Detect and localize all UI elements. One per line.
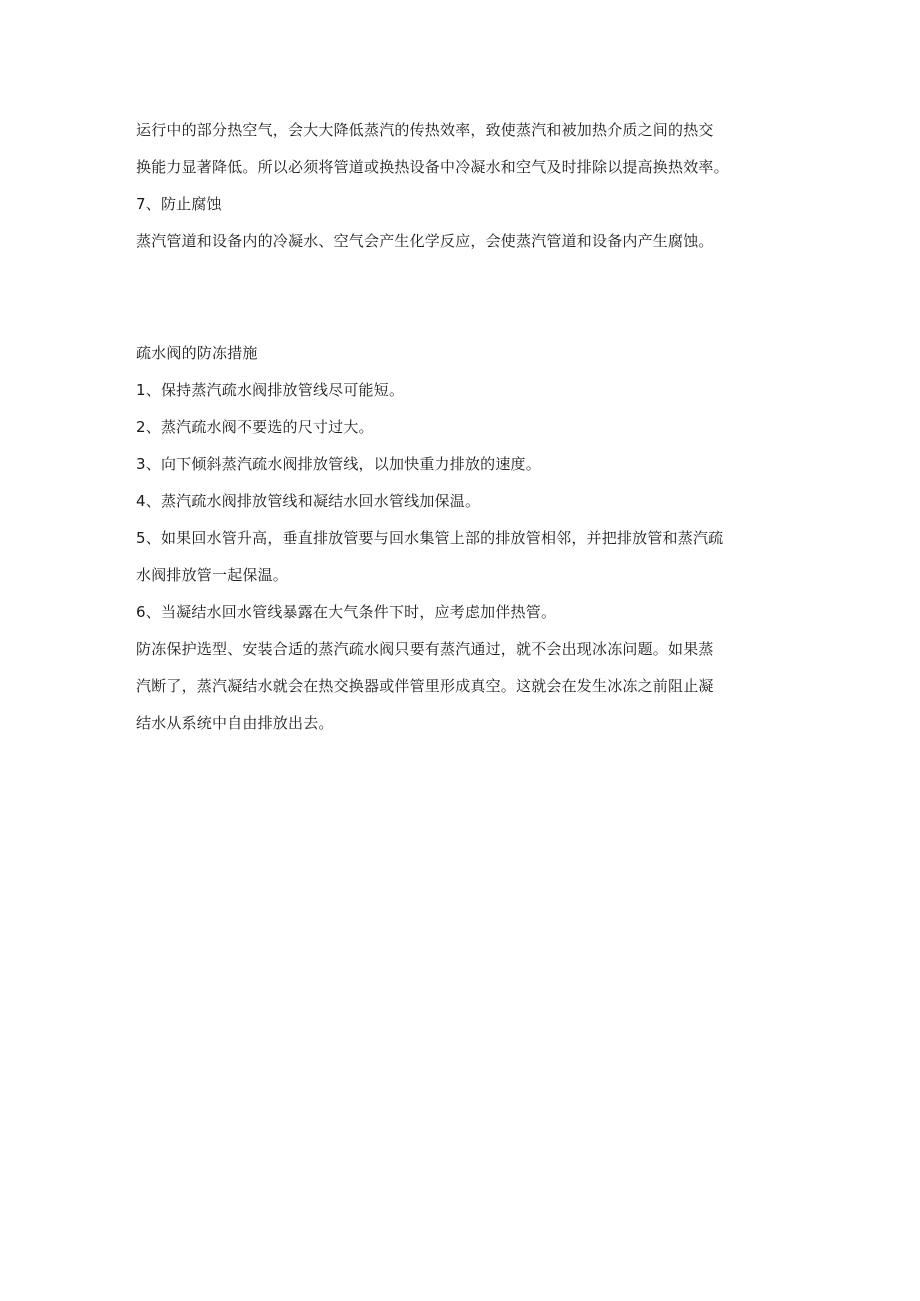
list-item: 4、蒸汽疏水阀排放管线和凝结水回水管线加保温。 — [136, 492, 481, 510]
paragraph-line: 换能力显著降低。所以必须将管道或换热设备中冷凝水和空气及时排除以提高换热效率。 — [136, 158, 729, 176]
section-heading-corrosion: 7、防止腐蚀 — [136, 195, 222, 213]
paragraph-line: 结水从系统中自由排放出去。 — [136, 714, 334, 732]
list-item: 1、保持蒸汽疏水阀排放管线尽可能短。 — [136, 381, 405, 399]
list-item: 3、向下倾斜蒸汽疏水阀排放管线，以加快重力排放的速度。 — [136, 455, 541, 473]
section-heading-antifreeze: 疏水阀的防冻措施 — [136, 344, 258, 362]
paragraph-line: 防冻保护选型、安装合适的蒸汽疏水阀只要有蒸汽通过，就不会出现冰冻问题。如果蒸 — [136, 640, 714, 658]
paragraph-line: 蒸汽管道和设备内的冷凝水、空气会产生化学反应，会使蒸汽管道和设备内产生腐蚀。 — [136, 232, 714, 250]
list-item: 6、当凝结水回水管线暴露在大气条件下时，应考虑加伴热管。 — [136, 603, 557, 621]
blank-space — [136, 260, 806, 335]
document-page — [136, 112, 806, 742]
list-item: 5、如果回水管升高，垂直排放管要与回水集管上部的排放管相邻，并把排放管和蒸汽疏 — [136, 529, 724, 547]
list-item: 水阀排放管一起保温。 — [136, 566, 289, 584]
paragraph-line: 汽断了，蒸汽凝结水就会在热交换器或伴管里形成真空。这就会在发生冰冻之前阻止凝 — [136, 677, 714, 695]
list-item: 2、蒸汽疏水阀不要选的尺寸过大。 — [136, 418, 374, 436]
paragraph-line: 运行中的部分热空气，会大大降低蒸汽的传热效率，致使蒸汽和被加热介质之间的热交 — [136, 121, 714, 139]
